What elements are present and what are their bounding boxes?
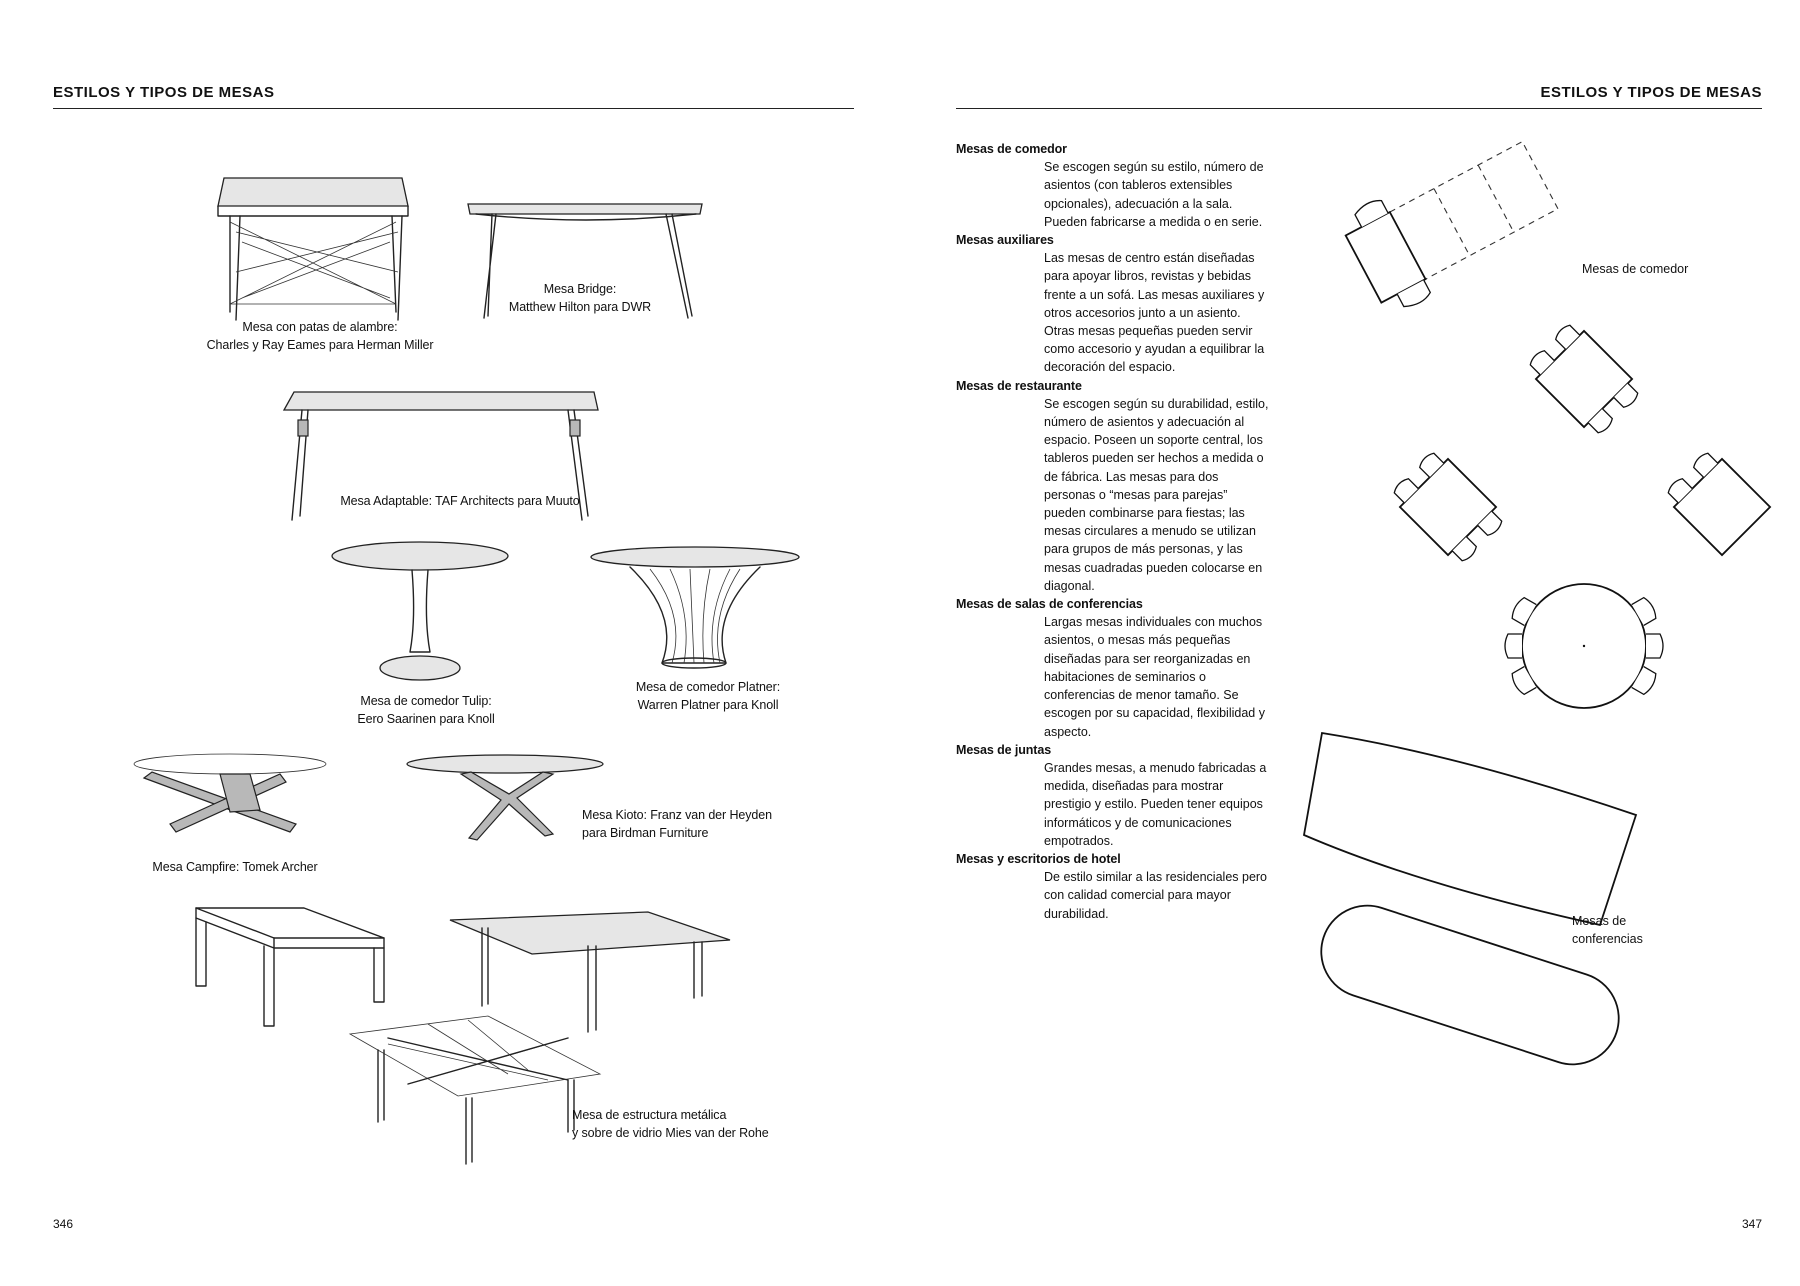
plan-label-conference: Mesas de conferencias — [1572, 914, 1643, 946]
caption-kioto: Mesa Kioto: Franz van der Heyden para Birdman Furniture — [582, 808, 772, 840]
type-entry — [956, 595, 1376, 741]
type-title: Mesas de salas de conferencias — [956, 597, 1143, 612]
wire-table-illustration — [210, 172, 420, 322]
oval-conference-plan — [1310, 905, 1630, 1065]
right-running-title: ESTILOS Y TIPOS DE MESAS — [1540, 84, 1762, 101]
square-table-plan-left — [1384, 446, 1514, 568]
glass-table-illustration — [348, 1014, 604, 1169]
type-description: Se escogen según su durabilidad, estilo, número de asientos y adecuación al espacio. Poseen un soporte central, los tableros pueden ser hechos a medida o de fábrica. Las mesas para dos personas o “mesas para parejas” pueden combinarse para fiestas; las mesas circulares a menudo se utilizan para grupos de más personas, y las mesas cuadradas pueden colocarse en diagonal. — [1044, 396, 1269, 593]
platner-table-illustration — [590, 545, 800, 670]
type-description: Las mesas de centro están diseñadas para apoyar libros, revistas y bebidas frente a un sofá. Las mesas auxiliares y otros accesorios junto a un asiento. Otras mesas pequeñas pueden servir como accesorio y ayudan a equilibrar la decoración del espacio. — [1044, 251, 1265, 375]
type-title: Mesas de restaurante — [956, 378, 1082, 393]
boat-conference-plan — [1300, 725, 1640, 930]
right-header-rule — [956, 108, 1762, 109]
left-running-title: ESTILOS Y TIPOS DE MESAS — [53, 84, 275, 101]
left-folio: 346 — [53, 1217, 74, 1231]
caption-tulip: Mesa de comedor Tulip: Eero Saarinen para Knoll — [357, 694, 495, 726]
type-description: Largas mesas individuales con muchos asientos, o mesas más pequeñas diseñadas para ser reorganizadas en habitaciones de seminarios o conferencias de menor tamaño. Se escogen por su capacidad, flexibilidad y aspecto. — [1044, 615, 1265, 739]
type-entry — [956, 231, 1376, 377]
caption-campfire: Mesa Campfire: Tomek Archer — [152, 860, 318, 874]
caption-platner: Mesa de comedor Platner: Warren Platner para Knoll — [635, 680, 781, 712]
kioto-table-illustration — [405, 752, 605, 842]
caption-bridge: Mesa Bridge: Matthew Hilton para DWR — [508, 282, 652, 314]
type-description: Se escogen según su estilo, número de asientos (con tableros extensibles opcionales), adecuación a la sala. Pueden fabricarse a medida o en serie. — [1044, 160, 1264, 229]
left-header-rule — [53, 108, 854, 109]
square-table-plan-right — [1658, 446, 1764, 568]
type-entry — [956, 377, 1376, 595]
caption-mies: Mesa de estructura metálica y sobre de vidrio Mies van der Rohe — [572, 1108, 769, 1140]
round-table-plan — [1494, 560, 1674, 732]
type-title: Mesas y escritorios de hotel — [956, 851, 1121, 866]
campfire-table-illustration — [130, 750, 330, 845]
plan-label-dining: Mesas de comedor — [1582, 262, 1689, 276]
caption-adaptable: Mesa Adaptable: TAF Architects para Muuto — [340, 494, 580, 508]
type-title: Mesas de juntas — [956, 742, 1052, 757]
type-title: Mesas de comedor — [956, 142, 1067, 156]
type-entry — [956, 140, 1376, 231]
type-description: Grandes mesas, a menudo fabricadas a medida, diseñadas para mostrar prestigio y estilo. Pueden tener equipos informáticos y de comunicaciones empotrados. — [1044, 760, 1267, 848]
type-description: De estilo similar a las residenciales pero con calidad comercial para mayor durabilidad. — [1044, 870, 1268, 921]
type-title: Mesas auxiliares — [956, 233, 1054, 248]
tulip-table-illustration — [330, 540, 510, 685]
square-table-illustration — [194, 906, 394, 1031]
right-folio: 347 — [1741, 1217, 1762, 1231]
caption-wire-table: Mesa con patas de alambre: Charles y Ray Eames para Herman Miller — [206, 320, 434, 352]
square-table-plan-top — [1520, 318, 1650, 440]
